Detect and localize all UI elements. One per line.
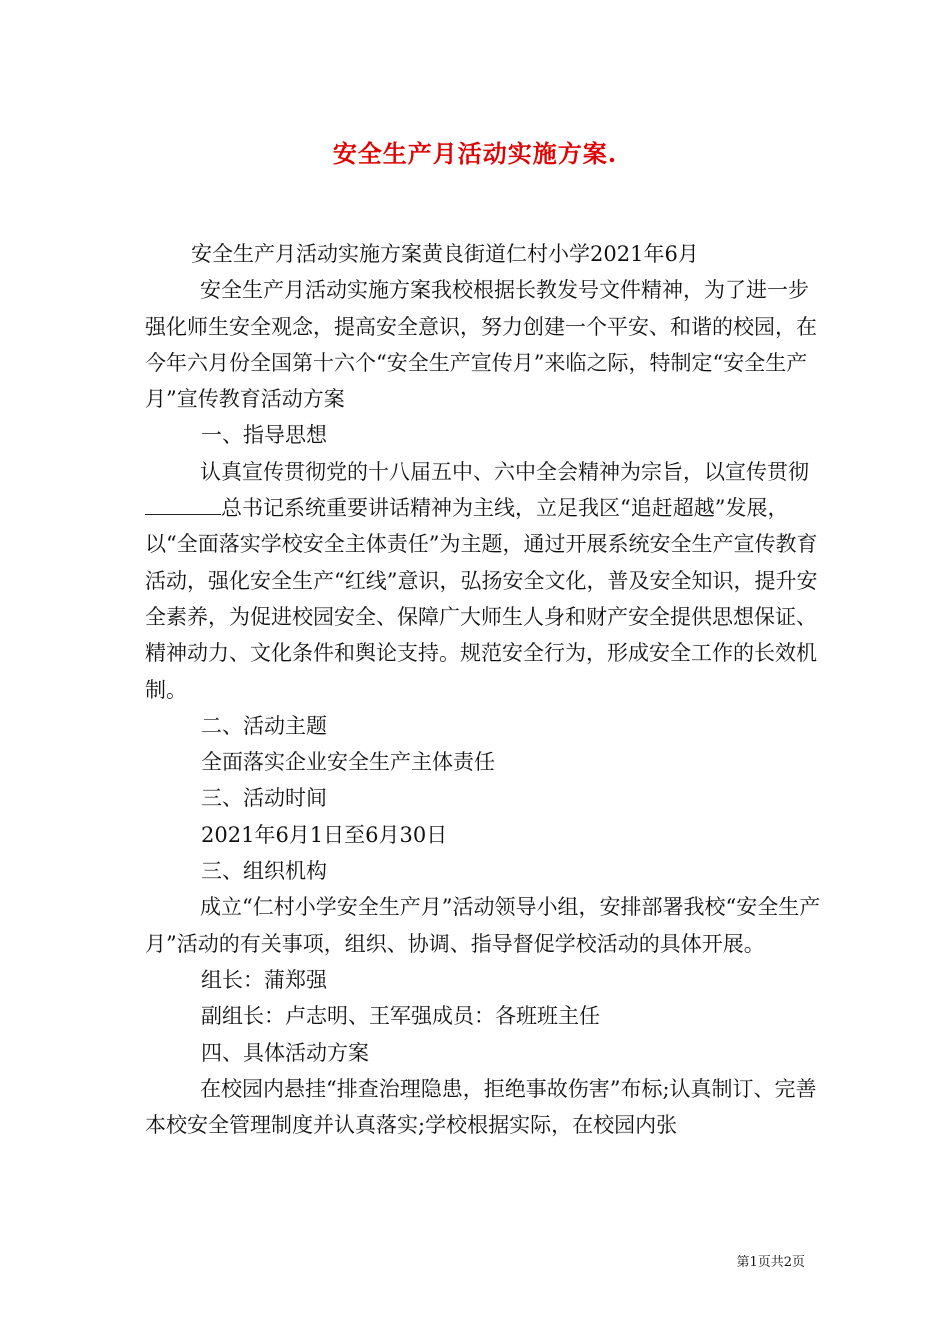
- subtitle-line: 安全生产月活动实施方案黄良街道仁村小学2021年6月: [191, 242, 699, 266]
- section-heading-1: 一、指导思想: [201, 423, 327, 448]
- activity-time: 2021年6月1日至6月30日: [201, 822, 448, 847]
- document-title: 安全生产月活动实施方案.: [332, 139, 618, 168]
- section-heading-5: 四、具体活动方案: [201, 1040, 369, 1065]
- section-heading-4: 三、组织机构: [201, 859, 327, 884]
- paragraph-guiding-thought: [145, 454, 825, 708]
- section-heading-2: 二、活动主题: [201, 713, 327, 738]
- paragraph-activity-plan: 在校园内悬挂“排查治理隐患，拒绝事故伤害”布标;认真制订、完善本校安全管理制度并认真落实;学校根据实际，在校园内张: [145, 1076, 817, 1138]
- members-line: 副组长：卢志明、王军强成员：各班班主任: [201, 1004, 600, 1029]
- section-heading-3: 三、活动时间: [201, 786, 327, 811]
- document-body: [145, 236, 825, 1143]
- page-number: 第1页共2页: [736, 1255, 805, 1270]
- leader-line: 组长：蒲郑强: [201, 967, 327, 992]
- activity-theme: 全面落实企业安全生产主体责任: [201, 750, 495, 775]
- paragraph-guiding-thought-part1: 认真宣传贯彻党的十八届五中、六中全会精神为宗旨，以宣传贯彻: [200, 459, 809, 484]
- paragraph-guiding-thought-part2: 总书记系统重要讲话精神为主线，立足我区“追赶超越”发展，以“全面落实学校安全主体责任”为主题，通过开展系统安全生产宣传教育活动，强化安全生产“红线”意识，弘扬安全文化，普及安全知识，提升安全素养，为促进校园安全、保障广大师生人身和财产安全提供思想保证、精神动力、文化条件和舆论支持。规范安全行为，形成安全工作的长效机制。: [145, 496, 818, 702]
- intro-paragraph: 安全生产月活动实施方案我校根据长教发号文件精神，为了进一步强化师生安全观念，提高安全意识，努力创建一个平安、和谐的校园，在今年六月份全国第十六个“安全生产宣传月”来临之际，特制定“安全生产月”宣传教育活动方案: [145, 278, 817, 412]
- blank-underline: [145, 496, 221, 515]
- paragraph-organization: 成立“仁村小学安全生产月”活动领导小组，安排部署我校“安全生产月”活动的有关事项，组织、协调、指导督促学校活动的具体开展。: [145, 895, 821, 956]
